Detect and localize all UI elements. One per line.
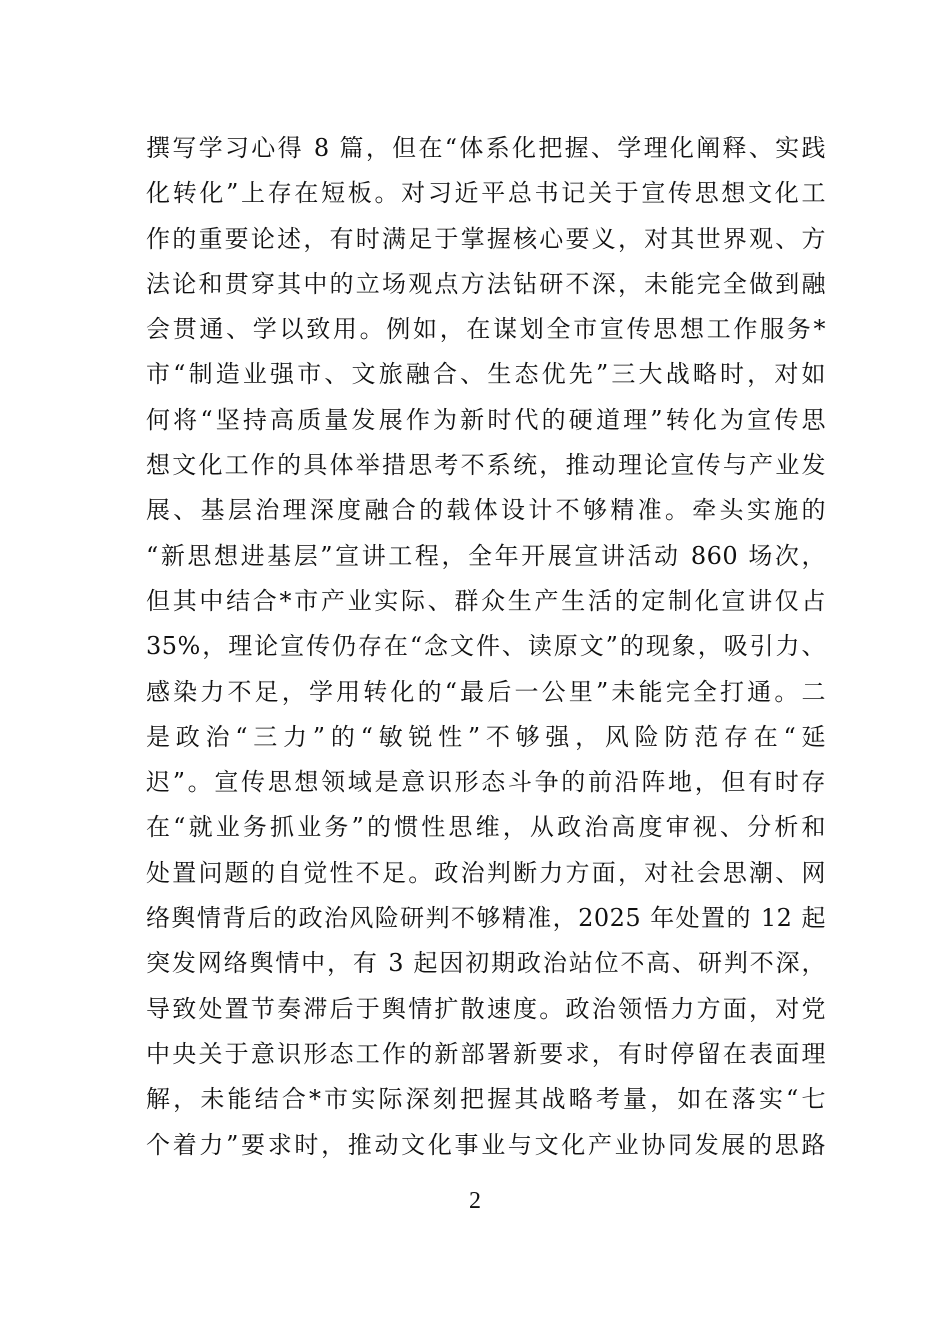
page-number: 2 (469, 1188, 481, 1214)
text-line-14: 是政治“三力”的“敏锐性”不够强，风险防范存在“延 (146, 722, 826, 751)
text-line-8: 想文化工作的具体举措思考不系统，推动理论宣传与产业发 (146, 451, 826, 480)
text-line-22: 解，未能结合*市实际深刻把握其战略考量，如在落实“七 (146, 1085, 826, 1114)
text-line-10: “新思想进基层”宣讲工程，全年开展宣讲活动 860 场次， (146, 541, 826, 570)
body-paragraph (146, 126, 826, 1168)
text-line-5: 会贯通、学以致用。例如，在谋划全市宣传思想工作服务* (146, 315, 826, 344)
text-line-1: 撰写学习心得 8 篇，但在“体系化把握、学理化阐释、实践 (146, 134, 826, 162)
text-line-9: 展、基层治理深度融合的载体设计不够精准。牵头实施的 (146, 496, 826, 525)
text-line-20: 导致处置节奏滞后于舆情扩散速度。政治领悟力方面，对党 (146, 994, 826, 1023)
text-line-21: 中央关于意识形态工作的新部署新要求，有时停留在表面理 (146, 1039, 826, 1068)
text-line-6: 市“制造业强市、文旅融合、生态优先”三大战略时，对如 (146, 360, 826, 389)
text-line-11: 但其中结合*市产业实际、群众生产生活的定制化宣讲仅占 (146, 586, 826, 615)
text-line-12: 35%，理论宣传仍存在“念文件、读原文”的现象，吸引力、 (146, 632, 826, 661)
text-line-16: 在“就业务抓业务”的惯性思维，从政治高度审视、分析和 (146, 813, 826, 842)
text-line-19: 突发网络舆情中，有 3 起因初期政治站位不高、研判不深， (146, 949, 826, 978)
text-line-7: 何将“坚持高质量发展作为新时代的硬道理”转化为宣传思 (146, 405, 826, 434)
text-line-18: 络舆情背后的政治风险研判不够精准，2025 年处置的 12 起 (146, 904, 826, 933)
text-line-4: 法论和贯穿其中的立场观点方法钻研不深，未能完全做到融 (146, 269, 826, 298)
text-line-13: 感染力不足，学用转化的“最后一公里”未能完全打通。二 (146, 677, 826, 706)
text-line-15: 迟”。宣传思想领域是意识形态斗争的前沿阵地，但有时存 (146, 768, 826, 797)
text-line-17: 处置问题的自觉性不足。政治判断力方面，对社会思潮、网 (146, 858, 826, 887)
text-line-2: 化转化”上存在短板。对习近平总书记关于宣传思想文化工 (146, 179, 826, 208)
text-line-3: 作的重要论述，有时满足于掌握核心要义，对其世界观、方 (146, 224, 826, 253)
text-line-23: 个着力”要求时，推动文化事业与文化产业协同发展的思路 (146, 1130, 826, 1159)
